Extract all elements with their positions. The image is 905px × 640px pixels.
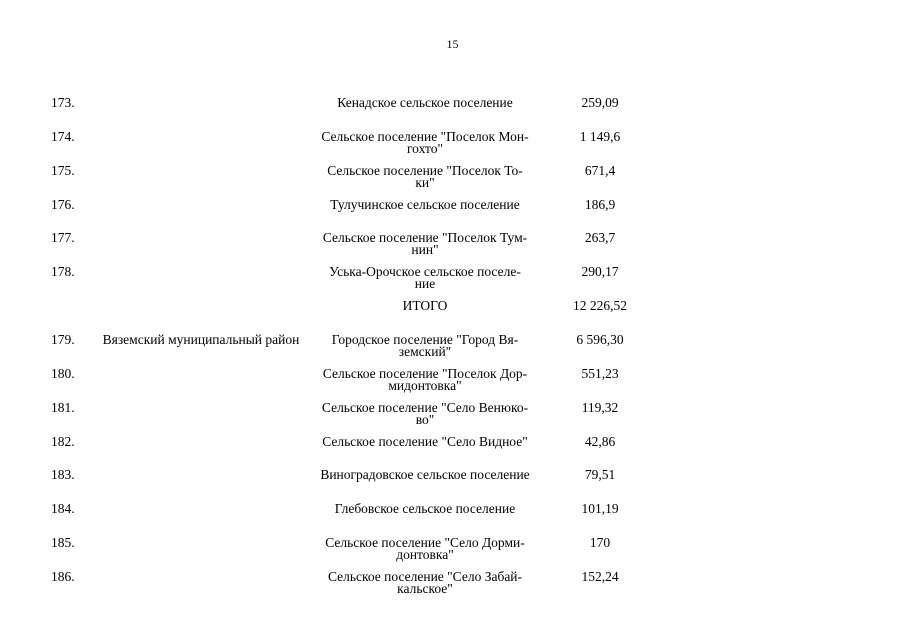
value-amount: 170	[589, 535, 611, 551]
row-number: 174.	[51, 128, 75, 144]
settlement-name-line: ние	[414, 276, 436, 292]
table-row	[0, 97, 905, 131]
settlement-name	[300, 196, 550, 212]
row-number: 181.	[51, 399, 75, 415]
settlement-name	[300, 365, 550, 393]
row-number: 186.	[51, 568, 75, 584]
settlement-name-line: Сельское поселение "Поселок Мон-	[321, 128, 529, 144]
settlement-name-line: мидонтовка"	[388, 377, 462, 393]
settlement-name	[300, 433, 550, 449]
table-row	[0, 537, 905, 571]
row-number: 184.	[51, 501, 75, 517]
settlement-name	[300, 300, 550, 312]
settlement-name	[300, 399, 550, 427]
settlement-name-line: Сельское поселение "Село Видное"	[322, 433, 528, 449]
table-row	[0, 503, 905, 537]
district-name: Вяземский муниципальный район	[102, 331, 300, 347]
row-number: 176.	[51, 196, 75, 212]
settlement-name	[300, 568, 550, 596]
table-row	[0, 469, 905, 503]
settlement-name-line: кальское"	[397, 580, 453, 596]
table-row	[0, 266, 905, 300]
settlement-name-line: Сельское поселение "Поселок Тум-	[322, 230, 528, 246]
settlement-name	[300, 128, 550, 156]
table-row	[0, 300, 905, 334]
value-amount: 186,9	[584, 196, 616, 212]
row-number: 179.	[51, 331, 75, 347]
value-amount: 290,17	[581, 264, 619, 280]
settlement-name	[300, 97, 550, 109]
table-row	[0, 365, 905, 402]
settlement-name-line: ки"	[415, 174, 435, 190]
value-amount: 12 226,52	[573, 298, 627, 314]
row-number: 183.	[51, 467, 75, 483]
settlement-name-line: донтовка"	[396, 547, 454, 563]
value-amount: 671,4	[584, 162, 616, 178]
table-row	[0, 128, 905, 165]
value-amount: 101,19	[581, 501, 619, 517]
row-number: 185.	[51, 535, 75, 551]
page-number: 15	[446, 37, 459, 51]
settlement-name-line: ИТОГО	[402, 298, 448, 314]
table-row	[0, 162, 905, 199]
table-row	[0, 196, 905, 233]
value-amount: 6 596,30	[576, 331, 624, 347]
value-amount: 1 149,6	[579, 128, 621, 144]
value-amount: 551,23	[581, 365, 619, 381]
value-amount: 79,51	[584, 467, 616, 483]
settlement-name	[300, 503, 550, 515]
settlement-name	[300, 469, 550, 481]
table-row	[0, 331, 905, 368]
value-amount: 263,7	[584, 230, 616, 246]
settlement-name	[300, 162, 550, 190]
value-amount: 152,24	[581, 568, 619, 584]
settlement-name-line: Сельское поселение "Село Венюко-	[321, 399, 529, 415]
value-amount: 259,09	[581, 95, 619, 110]
settlement-name-line: земский"	[398, 343, 452, 359]
table-row	[0, 433, 905, 470]
settlement-name-line: Кенадское сельское поселение	[337, 95, 513, 110]
settlement-name-line: нин"	[411, 242, 439, 258]
table-row	[0, 399, 905, 436]
settlement-name-line: Уська-Орочское сельское поселе-	[329, 264, 521, 280]
settlement-name-line: Тулучинское сельское поселение	[330, 196, 520, 212]
value-amount: 42,86	[584, 433, 616, 449]
settlement-name	[300, 232, 550, 256]
settlement-name	[300, 537, 550, 561]
settlement-name-line: Виноградовское сельское поселение	[320, 467, 530, 483]
row-number: 175.	[51, 162, 75, 178]
settlement-name	[300, 266, 550, 290]
settlement-name-line: во"	[415, 411, 435, 427]
settlement-name-line: Сельское поселение "Село Дорми-	[325, 535, 525, 551]
row-number: 180.	[51, 365, 75, 381]
row-number: 173.	[51, 95, 75, 110]
row-number: 177.	[51, 230, 75, 246]
value-amount: 119,32	[581, 399, 619, 415]
table-row	[0, 568, 905, 605]
table-row	[0, 232, 905, 266]
settlement-name-line: Городское поселение "Город Вя-	[331, 331, 519, 347]
settlement-name-line: Сельское поселение "Поселок Дор-	[322, 365, 528, 381]
settlement-name-line: Сельское поселение "Село Забай-	[327, 568, 523, 584]
row-number: 178.	[51, 264, 75, 280]
settlement-name	[300, 331, 550, 359]
settlement-name-line: Сельское поселение "Поселок То-	[327, 162, 523, 178]
row-number: 182.	[51, 433, 75, 449]
settlement-name-line: гохто"	[406, 140, 443, 156]
settlement-name-line: Глебовское сельское поселение	[334, 501, 516, 517]
